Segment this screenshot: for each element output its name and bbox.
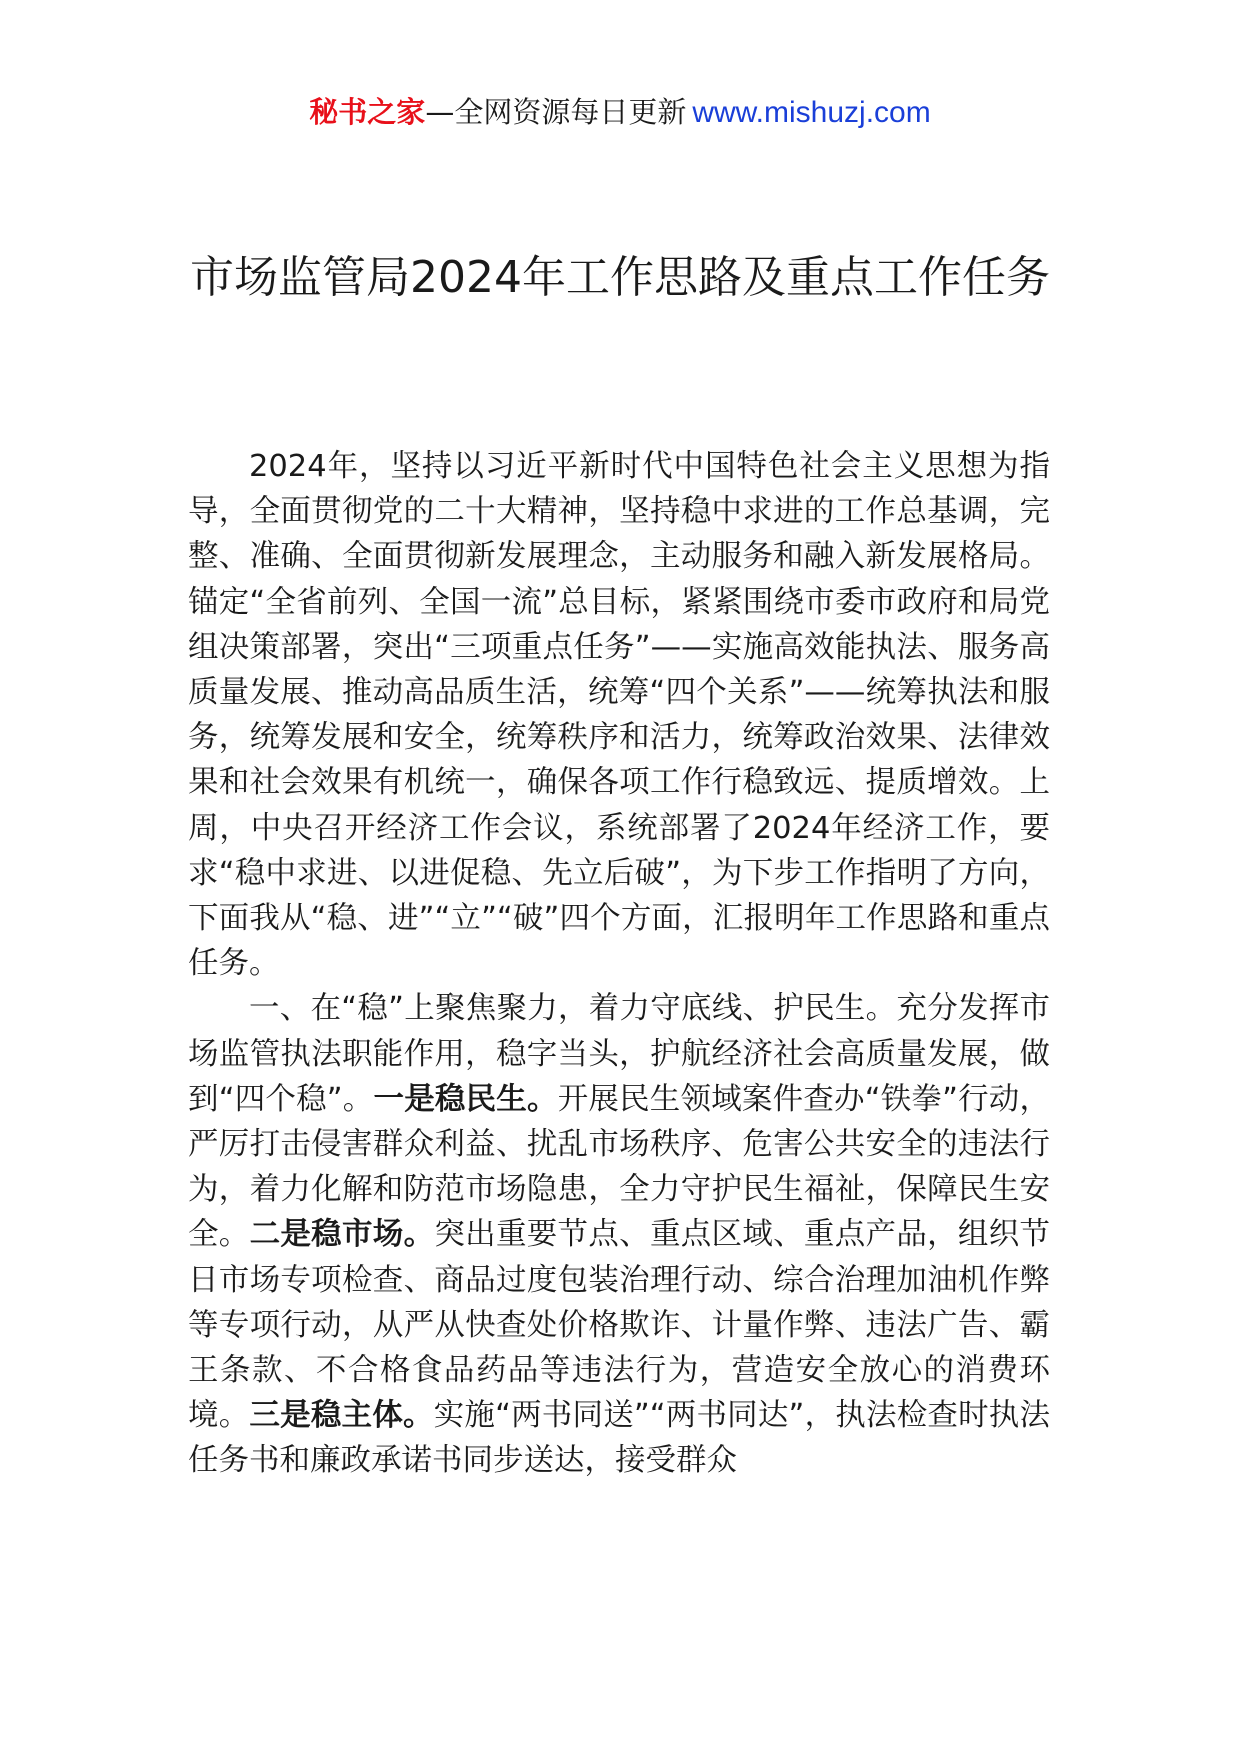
paragraph xyxy=(188,986,1050,1483)
paragraph-text: 2024年，坚持以习近平新时代中国特色社会主义思想为指导，全面贯彻党的二十大精神，坚持稳中求进的工作总基调，完整、准确、全面贯彻新发展理念，主动服务和融入新发展格局。锚定“全省前列、全国一流”总目标，紧紧围绕市委市政府和局党组决策部署，突出“三项重点任务”——实施高效能执法、服务高质量发展、推动高品质生活，统筹“四个关系”——统筹执法和服务，统筹发展和安全，统筹秩序和活力，统筹政治效果、法律效果和社会效果有机统一，确保各项工作行稳致远、提质增效。上周，中央召开经济工作会议，系统部署了2024年经济工作，要求“稳中求进、以进促稳、先立后破”，为下步工作指明了方向，下面我从“稳、进”“立”“破”四个方面，汇报明年工作思路和重点任务。 xyxy=(188,449,1050,982)
paragraph-text: 实施“两书同送”“两书同达”，执法检查时执法任务书和廉政承诺书同步送达，接受群众 xyxy=(188,1398,1051,1479)
paragraph xyxy=(188,444,1050,986)
brand-name: 秘书之家 xyxy=(309,95,426,129)
paragraph-text: 开展民生领域案件查办“铁拳”行动，严厉打击侵害群众利益、扰乱市场秩序、危害公共安全的违法行为，着力化解和防范市场隐患，全力守护民生福祉，保障民生安全。 xyxy=(188,1081,1050,1253)
paragraph-text: 突出重要节点、重点区域、重点产品，组织节日市场专项检查、商品过度包装治理行动、综合治理加油机作弊等专项行动，从严从快查处价格欺诈、计量作弊、违法广告、霸王条款、不合格食品药品等违法行为，营造安全放心的消费环境。 xyxy=(188,1217,1051,1434)
bold-subheading: 一是稳民生。 xyxy=(373,1081,558,1117)
document-title: 市场监管局2024年工作思路及重点工作任务 xyxy=(190,252,1050,303)
document-body xyxy=(188,444,1050,1484)
bold-subheading: 三是稳主体。 xyxy=(249,1398,434,1434)
paragraph-text: 一、在“稳”上聚焦聚力，着力守底线、护民生。充分发挥市场监管执法职能作用，稳字当头，护航经济社会高质量发展，做到“四个稳”。 xyxy=(188,991,1050,1117)
header-tagline: —全网资源每日更新 xyxy=(425,95,687,129)
site-header xyxy=(0,92,1240,133)
site-url-link[interactable]: www.mishuzj.com xyxy=(692,96,931,129)
bold-subheading: 二是稳市场。 xyxy=(249,1217,435,1253)
